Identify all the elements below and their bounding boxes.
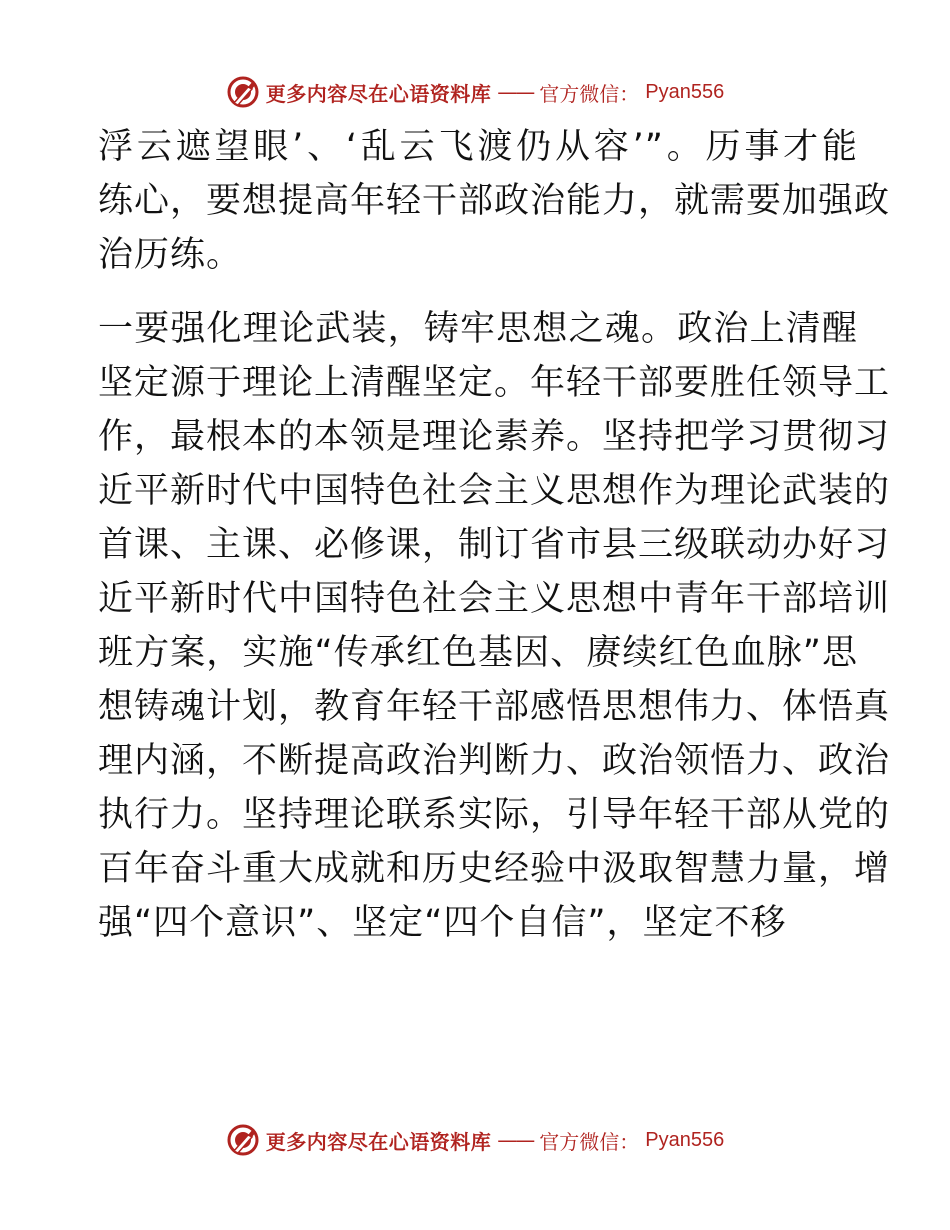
document-body <box>98 120 891 950</box>
text-line: 近平新时代中国特色社会主义思想中青年干部培训 <box>98 579 891 619</box>
watermark-contact-label: 官方微信： <box>539 81 640 106</box>
footer-watermark <box>0 1120 950 1160</box>
text-line: 首课、主课、必修课，制订省市县三级联动办好习 <box>98 525 891 565</box>
watermark-text: 更多内容尽在心语资料库 <box>265 81 492 106</box>
text-line: 强“四个意识”、坚定“四个自信”，坚定不移 <box>98 903 787 943</box>
text-line: 班方案，实施“传承红色基因、赓续红色血脉”思 <box>98 633 858 673</box>
paragraph-gap <box>98 282 858 302</box>
paragraph <box>98 302 891 950</box>
text-line: 练心，要想提高年轻干部政治能力，就需要加强政 <box>98 181 891 221</box>
pen-logo-icon <box>226 1123 260 1157</box>
header-watermark <box>0 72 950 112</box>
paragraph <box>98 120 891 282</box>
watermark-contact-label: 官方微信： <box>539 1129 640 1154</box>
watermark-dash: —— <box>497 1128 534 1152</box>
watermark-text: 更多内容尽在心语资料库 <box>265 1129 492 1154</box>
text-line: 作，最根本的本领是理论素养。坚持把学习贯彻习 <box>98 417 891 457</box>
text-line: 执行力。坚持理论联系实际，引导年轻干部从党的 <box>98 795 891 835</box>
text-line: 理内涵，不断提高政治判断力、政治领悟力、政治 <box>98 741 891 781</box>
watermark-wechat-id: Pyan556 <box>645 80 725 103</box>
pen-logo-icon <box>226 75 260 109</box>
text-line: 治历练。 <box>98 235 243 275</box>
text-line: 百年奋斗重大成就和历史经验中汲取智慧力量，增 <box>98 849 891 889</box>
text-line: 近平新时代中国特色社会主义思想作为理论武装的 <box>98 471 891 511</box>
text-line: 浮云遮望眼’、‘乱云飞渡仍从容’”。历事才能 <box>98 127 858 167</box>
text-line: 一要强化理论武装，铸牢思想之魂。政治上清醒 <box>98 309 858 349</box>
watermark-wechat-id: Pyan556 <box>645 1128 725 1151</box>
text-line: 想铸魂计划，教育年轻干部感悟思想伟力、体悟真 <box>98 687 891 727</box>
text-line: 坚定源于理论上清醒坚定。年轻干部要胜任领导工 <box>98 363 891 403</box>
watermark-dash: —— <box>497 80 534 104</box>
